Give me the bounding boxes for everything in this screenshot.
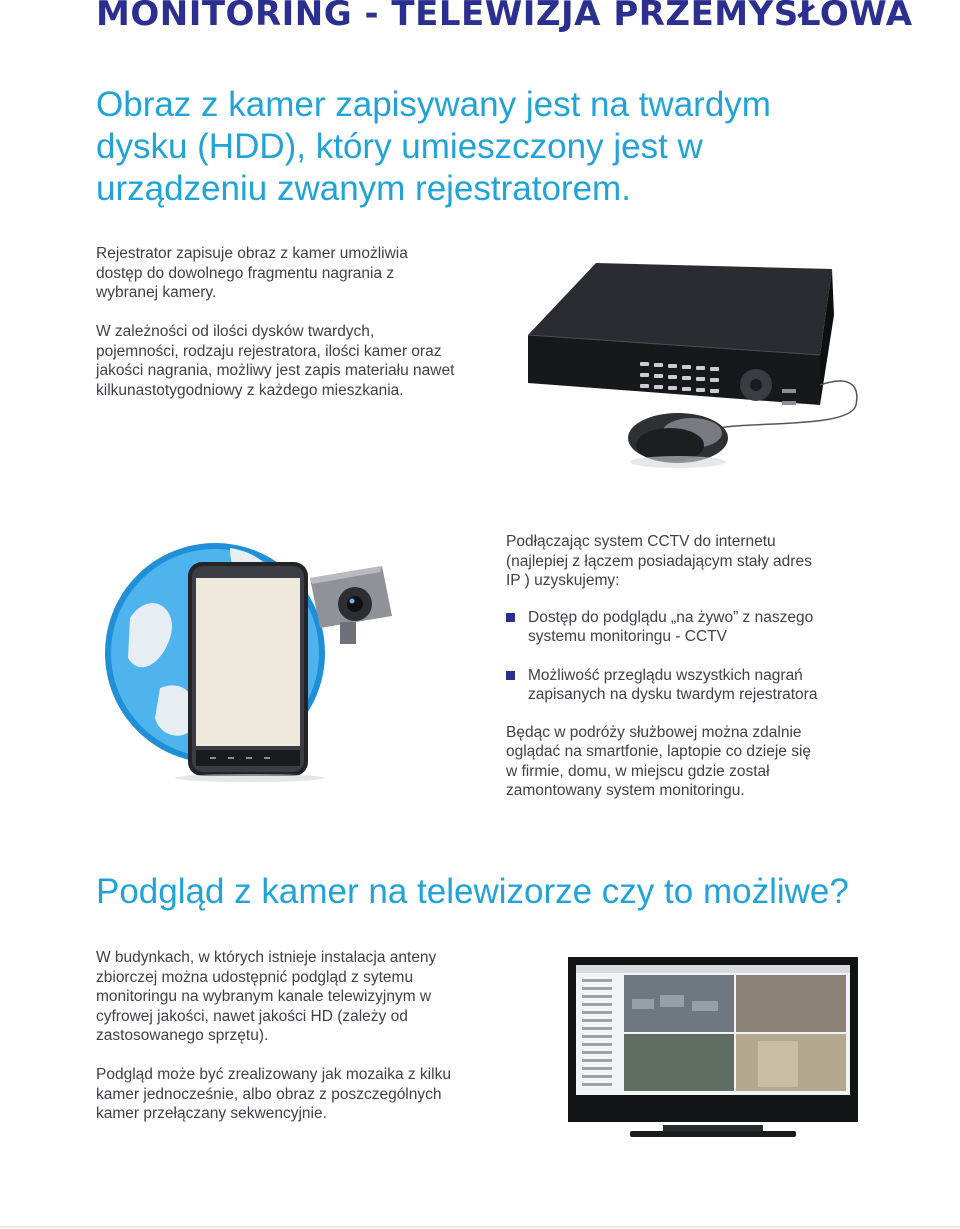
intro-lead: Obraz z kamer zapisywany jest na twardym dysku (HDD), który umieszczony jest w urządzeniu zwanym rejestratorem.	[96, 85, 771, 208]
cctv-outro: Będąc w podróży służbowej można zdalnie oglądać na smartfonie, laptopie co dzieje się w firmie, domu, w miejscu gdzie został zamontowany system monitoringu.	[506, 723, 812, 799]
list-item: Możliwość przeglądu wszystkich nagrań zapisanych na dysku twardym rejestratora	[506, 666, 826, 705]
intro-paragraph-2: W zależności od ilości dysków twardych, pojemności, rodzaju rejestratora, ilości kamer oraz jakości nagrania, możliwy jest zapis materiału nawet kilkunastotygodniowy z każdego mieszkania.	[96, 323, 455, 399]
tv-paragraph-2: Podgląd może być zrealizowany jak mozaika z kilku kamer jednocześnie, albo obraz z poszczególnych kamer przełączany sekwencyjnie.	[96, 1066, 451, 1122]
tv-section-heading: Podgląd z kamer na telewizorze czy to możliwe?	[96, 872, 849, 911]
cctv-benefits-list	[506, 608, 826, 705]
cctv-section	[506, 532, 826, 801]
page-title: MONITORING - TELEWIZJA PRZEMYSŁOWA	[96, 0, 913, 34]
tv-monitor-image	[568, 957, 860, 1142]
list-item: Dostęp do podglądu „na żywo” z naszego systemu monitoringu - CCTV	[506, 608, 826, 647]
dvr-recorder-image	[520, 255, 865, 475]
tv-paragraph-1: W budynkach, w których istnieje instalacja anteny zbiorczej można udostępnić podgląd z sytemu monitoringu na wybranym kanale telewizyjnym w cyfrowej jakości, nawet jakości HD (zależy od zastosowanego sprzętu).	[96, 949, 437, 1044]
intro-paragraph-1: Rejestrator zapisuje obraz z kamer umożliwia dostęp do dowolnego fragmentu nagrania z wybranej kamery.	[96, 245, 408, 301]
cctv-intro: Podłączając system CCTV do internetu (najlepiej z łączem posiadającym stały adres IP ) uzyskujemy:	[506, 533, 812, 589]
globe-phone-camera-image	[100, 528, 400, 783]
bottom-divider	[0, 1226, 960, 1228]
